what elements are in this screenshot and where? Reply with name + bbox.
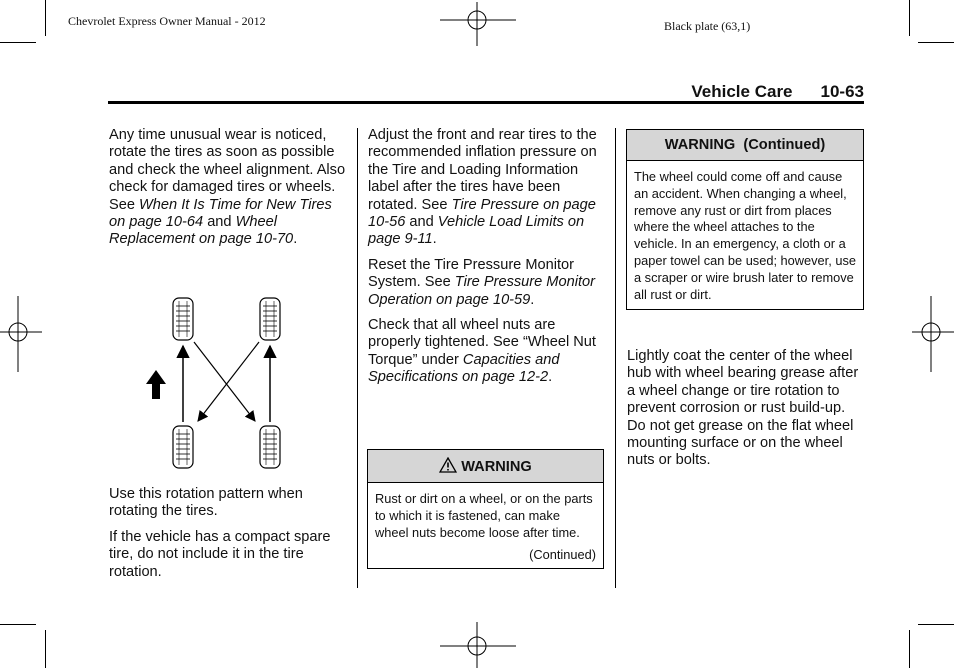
text: Check that all wheel nuts are properly tightened. See “Wheel Nut Torque” under	[368, 317, 596, 368]
paragraph: Use this rotation pattern when rotating the tires.	[109, 486, 303, 520]
forward-arrow-icon	[146, 370, 166, 399]
warning-header	[368, 450, 603, 483]
cross-reference-link[interactable]: Tire Pressure Monitor Operation on page 10-59	[368, 274, 595, 308]
cross-reference-link[interactable]: Wheel Replacement on page 10-70	[109, 214, 294, 248]
warning-body: Rust or dirt on a wheel, or on the parts to which it is fastened, can make wheel nuts become loose after time.	[375, 491, 593, 540]
warning-title: WARNING	[461, 459, 532, 475]
registration-mark-bottom	[440, 622, 516, 668]
cross-reference-link[interactable]: When It Is Time for New Tires on page 10-64	[109, 196, 332, 231]
column-divider	[357, 128, 358, 588]
warning-header: WARNING (Continued)	[627, 130, 863, 161]
crop-mark	[909, 0, 910, 36]
arrow-front-right-to-rear-left	[198, 342, 259, 421]
paragraph	[368, 127, 606, 249]
section-header	[108, 82, 864, 102]
section-title: Vehicle Care	[691, 82, 793, 101]
crop-mark	[918, 42, 954, 43]
crop-mark	[0, 624, 36, 625]
text: Any time unusual wear is noticed, rotate the tires as soon as possible and check the wheel alignment. Also check for damaged tires or wheels. See	[109, 127, 346, 213]
column-3	[627, 348, 863, 478]
cross-reference-link[interactable]: Vehicle Load Limits on page 9-11	[368, 214, 585, 248]
text: and	[405, 214, 438, 231]
tire-rotation-diagram	[140, 292, 290, 472]
tire-rear-right-icon	[260, 426, 280, 468]
crop-mark	[909, 630, 910, 668]
paragraph	[368, 317, 606, 387]
crop-mark	[45, 630, 46, 668]
column-divider	[615, 128, 616, 588]
continued-label: (Continued)	[529, 547, 596, 563]
text: .	[293, 231, 298, 248]
text: Adjust the front and rear tires to the recommended inflation pressure on the Tire and Loading Information label after the tires have been rotated. See	[368, 127, 597, 213]
plate-label: Black plate (63,1)	[664, 19, 751, 33]
crop-mark	[918, 624, 954, 625]
paragraph: Lightly coat the center of the wheel hub with wheel bearing grease after a wheel change or tire rotation to prevent corrosion or rust build-up. Do not get grease on the flat wheel mounting surface or on the wheel nuts or bolts.	[627, 348, 859, 469]
warning-continued-box	[626, 129, 864, 310]
tire-front-left-icon	[173, 298, 193, 340]
paragraph	[368, 257, 606, 309]
page-number: 10-63	[820, 82, 864, 101]
arrow-front-left-to-rear-right	[194, 342, 255, 421]
paragraph: If the vehicle has a compact spare tire, do not include it in the tire rotation.	[109, 528, 331, 580]
warning-body: The wheel could come off and cause an accident. When changing a wheel, remove any rust or dirt from places where the wheel attaches to the vehicle. In an emergency, a cloth or a paper towel can be used; however, use a scraper or wire brush later to remove all rust or dirt.	[634, 169, 856, 302]
text: .	[548, 369, 553, 386]
registration-mark-left	[0, 296, 42, 372]
paragraph	[109, 127, 349, 249]
registration-mark-right	[912, 296, 954, 372]
cross-reference-link[interactable]: Tire Pressure on page 10-56	[368, 196, 596, 231]
tire-front-right-icon	[260, 298, 280, 340]
column-1-lower	[109, 486, 349, 589]
cross-reference-link[interactable]: Capacities and Specifications on page 12-2	[368, 351, 560, 386]
column-1	[109, 127, 349, 257]
registration-mark-top	[440, 2, 516, 46]
column-2	[368, 127, 606, 395]
text: Reset the Tire Pressure Monitor System. See	[368, 256, 575, 291]
text: and	[203, 214, 236, 231]
crop-mark	[45, 0, 46, 36]
warning-triangle-icon	[439, 457, 457, 473]
manual-title: Chevrolet Express Owner Manual - 2012	[68, 14, 266, 28]
text: .	[530, 291, 535, 308]
header-rule	[108, 101, 864, 104]
crop-mark	[0, 42, 36, 43]
text: .	[432, 231, 437, 248]
tire-rear-left-icon	[173, 426, 193, 468]
warning-box	[367, 449, 604, 569]
